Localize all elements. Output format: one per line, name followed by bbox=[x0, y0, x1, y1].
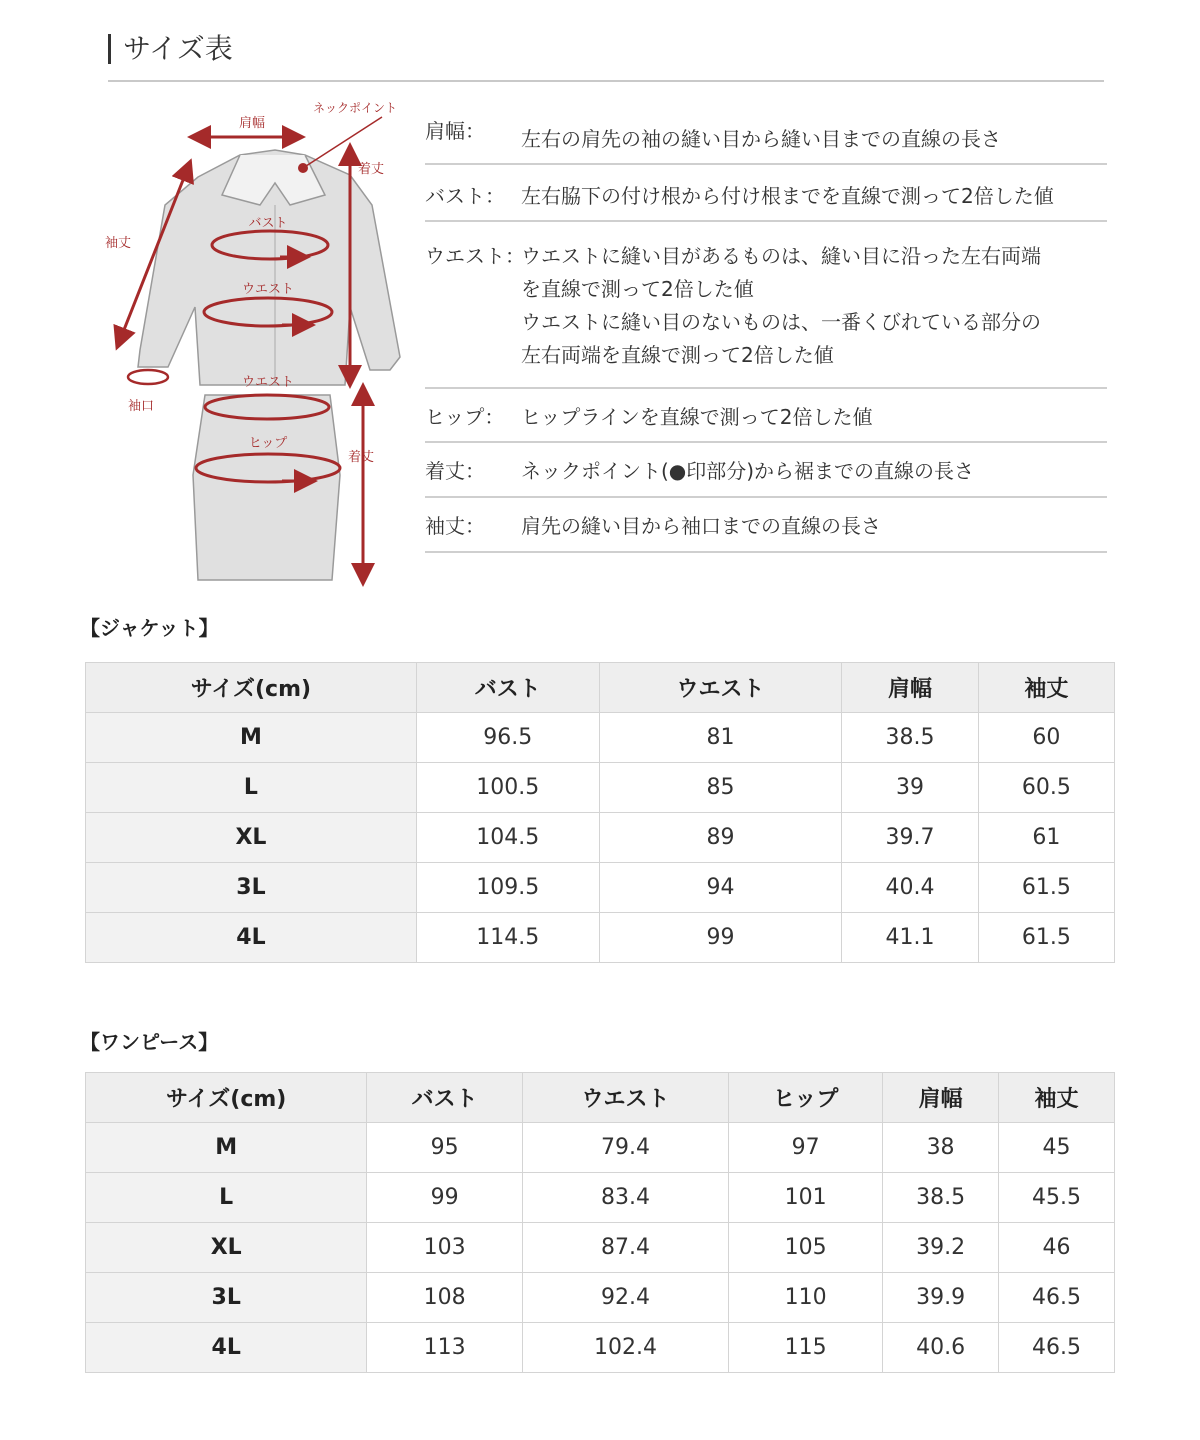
column-header: 肩幅 bbox=[842, 663, 978, 713]
table-cell: 60 bbox=[978, 713, 1114, 763]
measurement-diagram bbox=[100, 95, 420, 595]
size-cell: 3L bbox=[86, 863, 417, 913]
table-cell: 81 bbox=[599, 713, 842, 763]
size-cell: 3L bbox=[86, 1273, 367, 1323]
definition-text: 左右両端を直線で測って2倍した値 bbox=[521, 343, 834, 367]
table-header-row bbox=[86, 663, 1115, 713]
table-cell: 46 bbox=[999, 1223, 1115, 1273]
table-cell: 115 bbox=[729, 1323, 883, 1373]
table-cell: 87.4 bbox=[522, 1223, 728, 1273]
table-row bbox=[86, 1323, 1115, 1373]
size-cell: L bbox=[86, 1173, 367, 1223]
table-row bbox=[86, 1223, 1115, 1273]
column-header: ヒップ bbox=[729, 1073, 883, 1123]
label-sleeve: 袖丈 bbox=[105, 236, 132, 251]
table-cell: 61 bbox=[978, 813, 1114, 863]
definition-text: を直線で測って2倍した値 bbox=[521, 277, 754, 301]
table-cell: 110 bbox=[729, 1273, 883, 1323]
definition-term: 肩幅： bbox=[425, 119, 485, 143]
table-row bbox=[86, 1173, 1115, 1223]
table-cell: 38.5 bbox=[883, 1173, 999, 1223]
table-cell: 40.4 bbox=[842, 863, 978, 913]
column-header: ウエスト bbox=[599, 663, 842, 713]
table-row bbox=[86, 913, 1115, 963]
label-bust: バスト bbox=[248, 216, 288, 231]
table-cell: 46.5 bbox=[999, 1323, 1115, 1373]
column-header: ウエスト bbox=[522, 1073, 728, 1123]
table-cell: 79.4 bbox=[522, 1123, 728, 1173]
table-cell: 102.4 bbox=[522, 1323, 728, 1373]
table-row bbox=[86, 863, 1115, 913]
label-length-skirt: 着丈 bbox=[348, 450, 375, 465]
skirt-illustration bbox=[193, 395, 340, 580]
table-cell: 39.2 bbox=[883, 1223, 999, 1273]
table-cell: 83.4 bbox=[522, 1173, 728, 1223]
table-cell: 85 bbox=[599, 763, 842, 813]
table-cell: 45 bbox=[999, 1123, 1115, 1173]
table-cell: 104.5 bbox=[416, 813, 599, 863]
table-cell: 105 bbox=[729, 1223, 883, 1273]
column-header: 袖丈 bbox=[978, 663, 1114, 713]
measurement-definitions bbox=[425, 115, 1107, 553]
table-cell: 101 bbox=[729, 1173, 883, 1223]
table-cell: 61.5 bbox=[978, 863, 1114, 913]
definition-text: ウエストに縫い目があるものは、縫い目に沿った左右両端 bbox=[521, 244, 1041, 268]
size-cell: 4L bbox=[86, 1323, 367, 1373]
column-header: バスト bbox=[367, 1073, 522, 1123]
onepiece-size-table bbox=[85, 1072, 1115, 1373]
definition-text: ウエストに縫い目のないものは、一番くびれている部分の bbox=[521, 310, 1041, 334]
definition-shoulder bbox=[425, 115, 1107, 165]
column-header: バスト bbox=[416, 663, 599, 713]
table-cell: 97 bbox=[729, 1123, 883, 1173]
size-cell: M bbox=[86, 1123, 367, 1173]
label-waist-skirt: ウエスト bbox=[241, 375, 295, 390]
table-cell: 89 bbox=[599, 813, 842, 863]
size-cell: XL bbox=[86, 813, 417, 863]
table-row bbox=[86, 813, 1115, 863]
table-cell: 114.5 bbox=[416, 913, 599, 963]
table-row bbox=[86, 763, 1115, 813]
definition-term: バスト： bbox=[425, 184, 505, 208]
table-cell: 109.5 bbox=[416, 863, 599, 913]
label-shoulder: 肩幅 bbox=[238, 116, 266, 131]
table-cell: 108 bbox=[367, 1273, 522, 1323]
label-hip: ヒップ bbox=[248, 436, 288, 451]
definition-bust bbox=[425, 165, 1107, 222]
table-row bbox=[86, 1123, 1115, 1173]
table-cell: 99 bbox=[599, 913, 842, 963]
title-divider bbox=[108, 80, 1104, 82]
label-length-top: 着丈 bbox=[358, 162, 385, 177]
table-cell: 100.5 bbox=[416, 763, 599, 813]
table-cell: 38 bbox=[883, 1123, 999, 1173]
jacket-size-table bbox=[85, 662, 1115, 963]
jacket-section-title: 【ジャケット】 bbox=[80, 616, 219, 640]
table-cell: 39 bbox=[842, 763, 978, 813]
label-waist-jacket: ウエスト bbox=[241, 282, 295, 297]
size-cell: L bbox=[86, 763, 417, 813]
label-neck-point: ネックポイント bbox=[312, 101, 398, 115]
table-cell: 113 bbox=[367, 1323, 522, 1373]
table-cell: 41.1 bbox=[842, 913, 978, 963]
definition-sleeve bbox=[425, 498, 1107, 553]
page-title: サイズ表 bbox=[108, 34, 233, 64]
table-row bbox=[86, 1273, 1115, 1323]
table-cell: 92.4 bbox=[522, 1273, 728, 1323]
size-cell: M bbox=[86, 713, 417, 763]
table-cell: 95 bbox=[367, 1123, 522, 1173]
table-row bbox=[86, 713, 1115, 763]
table-header-row bbox=[86, 1073, 1115, 1123]
table-cell: 45.5 bbox=[999, 1173, 1115, 1223]
column-header: サイズ(cm) bbox=[86, 1073, 367, 1123]
table-cell: 46.5 bbox=[999, 1273, 1115, 1323]
table-cell: 103 bbox=[367, 1223, 522, 1273]
size-cell: 4L bbox=[86, 913, 417, 963]
table-cell: 40.6 bbox=[883, 1323, 999, 1373]
size-cell: XL bbox=[86, 1223, 367, 1273]
column-header: 肩幅 bbox=[883, 1073, 999, 1123]
definition-text: 肩先の縫い目から袖口までの直線の長さ bbox=[521, 514, 881, 538]
column-header: 袖丈 bbox=[999, 1073, 1115, 1123]
definition-text: 左右脇下の付け根から付け根までを直線で測って2倍した値 bbox=[521, 184, 1054, 208]
definition-term: 袖丈： bbox=[425, 514, 485, 538]
onepiece-section-title: 【ワンピース】 bbox=[80, 1030, 219, 1054]
definition-text: 左右の肩先の袖の縫い目から縫い目までの直線の長さ bbox=[521, 127, 1001, 151]
table-cell: 94 bbox=[599, 863, 842, 913]
table-cell: 60.5 bbox=[978, 763, 1114, 813]
definition-hip bbox=[425, 389, 1107, 443]
definition-term: 着丈： bbox=[425, 459, 485, 483]
label-cuff: 袖口 bbox=[128, 399, 155, 414]
column-header: サイズ(cm) bbox=[86, 663, 417, 713]
definition-term: ウエスト： bbox=[425, 244, 525, 268]
table-cell: 39.9 bbox=[883, 1273, 999, 1323]
table-cell: 39.7 bbox=[842, 813, 978, 863]
definition-waist bbox=[425, 222, 1107, 389]
definition-text: ヒップラインを直線で測って2倍した値 bbox=[521, 405, 873, 429]
table-cell: 38.5 bbox=[842, 713, 978, 763]
definition-text: ネックポイント(●印部分)から裾までの直線の長さ bbox=[521, 459, 975, 483]
definition-length bbox=[425, 443, 1107, 498]
table-cell: 61.5 bbox=[978, 913, 1114, 963]
definition-term: ヒップ： bbox=[425, 405, 505, 429]
table-cell: 99 bbox=[367, 1173, 522, 1223]
table-cell: 96.5 bbox=[416, 713, 599, 763]
